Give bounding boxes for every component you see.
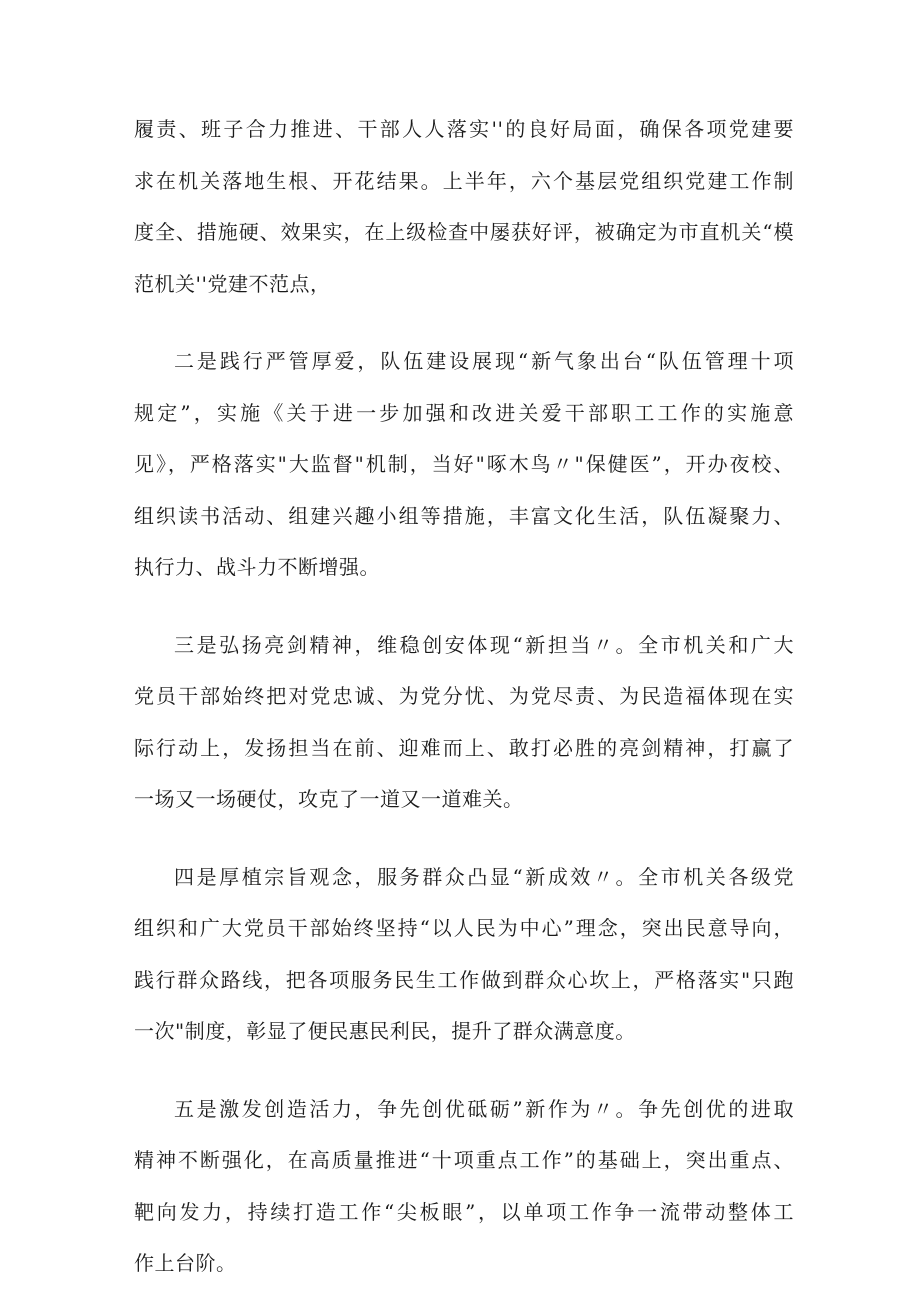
text-line: 执行力、战斗力不断增强。 <box>134 555 380 579</box>
text-line: 求在机关落地生根、开花结果。上半年，六个基层党组织党建工作制 <box>134 168 794 193</box>
text-line: 四是厚植宗旨观念，服务群众凸显“新成效〃。全市机关各级党 <box>174 864 794 889</box>
text-line: 精神不断强化，在高质量推进“十项重点工作”的基础上，突出重点、 <box>134 1148 794 1172</box>
text-line: 履责、班子合力推进、干部人人落实''的良好局面，确保各项党建要 <box>134 117 794 141</box>
text-line: 组织和广大党员干部始终坚持“以人民为中心”理念，突出民意导向， <box>134 916 794 940</box>
text-line: 靶向发力，持续打造工作“尖板眼”，以单项工作争一流带动整体工 <box>134 1199 794 1224</box>
paragraph-2 <box>134 336 794 594</box>
text-line: 作上台阶。 <box>134 1251 237 1275</box>
text-line: 一场又一场硬仗，攻克了一道又一道难关。 <box>134 787 524 811</box>
text-line: 际行动上，发扬担当在前、迎难而上、敢打必胜的亮剑精神，打赢了 <box>134 735 794 760</box>
document-body <box>134 104 794 1316</box>
text-line: 二是践行严管厚爱，队伍建设展现“新气象出台“队伍管理十项 <box>174 349 794 373</box>
paragraph-1 <box>134 104 794 310</box>
text-line: 组织读书活动、组建兴趣小组等措施，丰富文化生活，队伍凝聚力、 <box>134 503 794 528</box>
text-line: 一次"制度，彰显了便民惠民利民，提升了群众满意度。 <box>134 1019 636 1043</box>
text-line: 规定”，实施《关于进一步加强和改进关爱干部职工工作的实施意 <box>134 400 794 425</box>
text-line: 党员干部始终把对党忠诚、为党分忧、为党尽责、为民造福体现在实 <box>134 684 794 708</box>
text-line: 度全、措施硬、效果实，在上级检查中屡获好评，被确定为市直机关“模 <box>134 220 794 244</box>
paragraph-3 <box>134 620 794 826</box>
text-line: 范机关''党建不范点， <box>134 271 331 296</box>
text-line: 见》，严格落实"大监督"机制，当好"啄木鸟〃"保健医”，开办夜校、 <box>134 452 794 476</box>
paragraph-4 <box>134 852 794 1058</box>
paragraph-5 <box>134 1084 794 1290</box>
text-line: 践行群众路线，把各项服务民生工作做到群众心坎上，严格落实"只跑 <box>134 967 794 992</box>
text-line: 五是激发创造活力，争先创优砥砺”新作为〃。争先创优的进取 <box>174 1096 794 1121</box>
text-line: 三是弘扬亮剑精神，维稳创安体现“新担当〃。全市机关和广大 <box>174 632 794 657</box>
